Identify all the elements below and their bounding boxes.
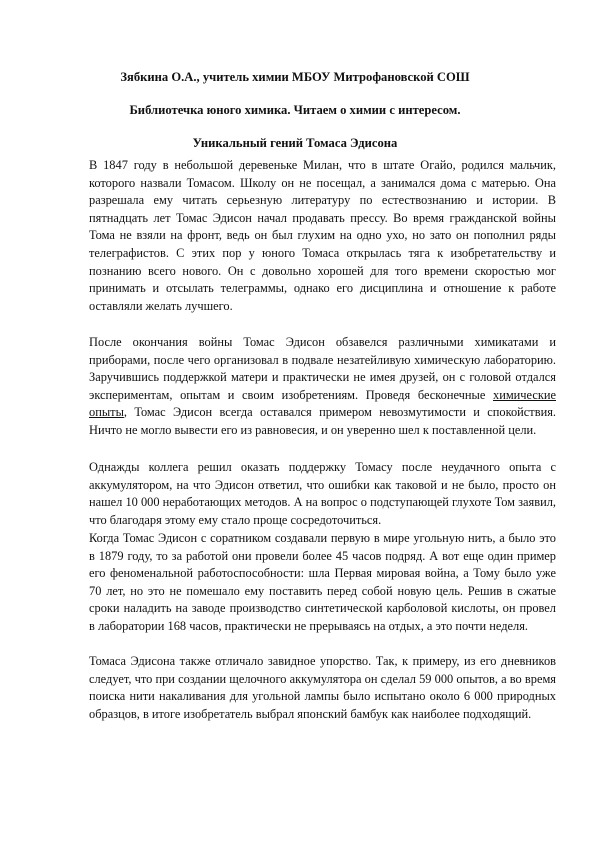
paragraph-3-text: Однажды коллега решил оказать поддержку Томасу после неудачного опыта с аккумулятором, на что Эдисон ответил, что ошибки как таковой и не было, просто он нашел 10 000 неработающих методов. А на вопрос о подступающей глухоте Том заявил, что благодаря этому ему стало проще сосредоточиться. [89,460,556,527]
paragraph-2-text-end: , Томас Эдисон всегда оставался примером невозмутимости и спокойствия. Ничто не могло вывести его из равновесия, и он уверенно шел к поставленной цели. [89,405,556,437]
paragraph-3 [89,459,556,529]
paragraph-2 [89,334,556,440]
paragraph-4 [89,530,556,636]
paragraph-4-text: Когда Томас Эдисон с соратником создавали первую в мире угольную нить, а было это в 1879 году, то за работой они провели более 45 часов подряд. А вот еще один пример его феноменальной работоспособности: шла Первая мировая война, а Тому было уже 70 лет, но это не помешало ему поставить перед собой новую цель. Решив в сжатые сроки наладить на заводе производство синтетической карболовой кислоты, он провел в лаборатории 168 часов, практически не прерываясь на отдых, а это почти неделя. [89,531,556,633]
article-title: Уникальный гений Томаса Эдисона [192,136,398,150]
paragraph-1-text: В 1847 году в небольшой деревеньке Милан, что в штате Огайо, родился мальчик, которого назвали Томасом. Школу он не посещал, а занимался дома с матерью. Она разрешала ему читать серьезную литературу по естествознанию и истории. В пятнадцать лет Томас Эдисон начал продавать прессу. Во время гражданской войны Тома не взяли на фронт, ведь он был глухим на одно ухо, но зато он пополнил ряды телеграфистов. С этих пор у юного Томаса открылась тяга к изобретательству и познанию всего нового. Он с довольно хорошей для того времени скоростью мог принимать и отсылать телеграммы, однако его дисциплина и отношение к работе оставляли желать лучшего. [89,158,556,313]
series-line: Библиотечка юного химика. Читаем о химии с интересом. [129,103,461,117]
paragraph-5-text: Томаса Эдисона также отличало завидное упорство. Так, к примеру, из его дневников следует, что при создании щелочного аккумулятора он сделал 59 000 опытов, а во время поиска нити накаливания для угольной лампы было испытано около 6 000 природных образцов, в итоге изобретатель выбрал японский бамбук как наиболее подходящий. [89,654,556,721]
chemical-experiments-link[interactable]: химические опыты [89,387,556,420]
paragraph-2-text-start: После окончания войны Томас Эдисон обзавелся различными химикатами и приборами, после чего организовал в подвале незатейливую химическую лабораторию. Заручившись поддержкой матери и практически не имея друзей, он с головой отдался экспериментам, опытам и своим изобретениям. Проведя бесконечные [89,335,556,402]
author-line: Зябкина О.А., учитель химии МБОУ Митрофановской СОШ [120,70,470,84]
paragraph-1 [89,157,556,315]
paragraph-5 [89,653,556,723]
